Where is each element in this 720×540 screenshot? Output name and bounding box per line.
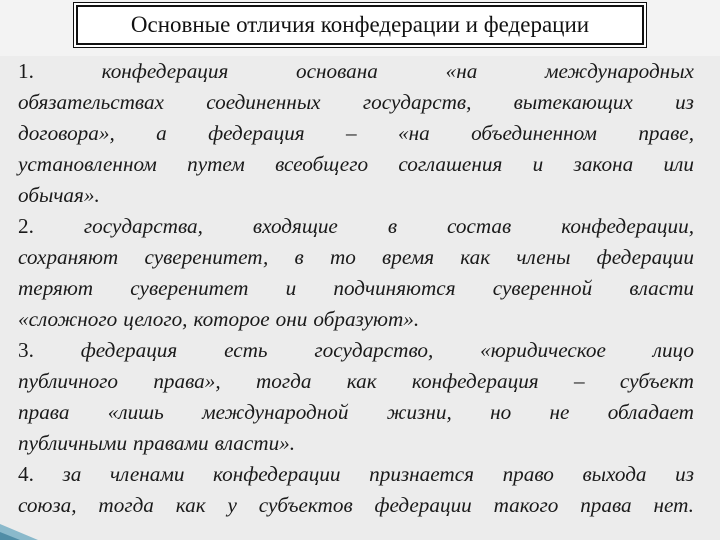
text-word: договора», [18,121,115,145]
text-word: есть [224,338,268,362]
text-line [18,211,694,242]
text-word: 4. [18,462,34,486]
text-word: союза, [18,493,77,517]
text-word: обладает [607,400,694,424]
text-word: из [675,90,694,114]
text-word: которое [193,307,270,331]
text-word: субъектов [258,493,353,517]
text-line [18,273,694,304]
text-word: не [549,400,570,424]
text-word: обычая». [18,183,100,207]
text-word: власти». [214,431,296,455]
text-word: за [62,462,82,486]
text-word: – [346,121,357,145]
text-word: время [382,245,435,269]
text-word: «на [397,121,430,145]
text-line [18,366,694,397]
text-word: «юридическое [480,338,606,362]
text-word: теряют [18,276,94,300]
text-line [18,87,694,118]
text-word: входящие [252,214,338,238]
text-word: целого, [123,307,188,331]
text-word: нет. [653,493,694,517]
text-word: или [663,152,694,176]
text-word: «лишь [107,400,164,424]
text-line [18,335,694,366]
text-word: 3. [18,338,34,362]
text-word: всеобщего [275,152,369,176]
text-word: праве, [638,121,694,145]
text-word: «сложного [18,307,118,331]
slide-title: Основные отличия конфедерации и федерации [130,12,590,37]
text-word: международной [202,400,349,424]
corner-decoration [0,480,150,540]
text-word: государств, [362,90,472,114]
text-word: в [387,214,398,238]
text-word: субъект [619,369,694,393]
text-word: права [580,493,632,517]
text-word: как [175,493,206,517]
text-word: конфедерация [101,59,229,83]
text-line [18,242,694,273]
text-word: путем [187,152,245,176]
text-word: федерации [596,245,694,269]
text-line [18,397,694,428]
text-word: но [490,400,512,424]
text-word: соглашения [398,152,503,176]
text-line [18,118,694,149]
text-word: правами [133,431,209,455]
text-word: тогда [255,369,312,393]
text-word: – [573,369,585,393]
text-word: 2. [18,214,34,238]
text-word: право [502,462,554,486]
text-word: объединенном [471,121,597,145]
text-word: права», [153,369,221,393]
text-word: как [346,369,377,393]
text-word: суверенитет [130,276,249,300]
text-word: и [532,152,544,176]
text-word: основана [296,59,378,83]
text-word: обязательствах [18,90,164,114]
text-word: закона [573,152,634,176]
text-word: состав [447,214,512,238]
text-word: «на [445,59,478,83]
text-word: установленном [18,152,157,176]
text-line [18,428,694,459]
text-word: федерация [208,121,305,145]
text-word: сохраняют [18,245,119,269]
text-line [18,149,694,180]
text-word: лицо [652,338,694,362]
text-word: а [156,121,167,145]
text-word: конфедерация [411,369,539,393]
text-word: государства, [83,214,203,238]
text-word: подчиняются [333,276,456,300]
text-word: публичного [18,369,119,393]
text-word: признается [369,462,474,486]
text-word: жизни, [386,400,452,424]
text-word: государство, [314,338,434,362]
text-word: федерации [374,493,472,517]
text-word: члены [516,245,571,269]
text-word: конфедерации [213,462,341,486]
text-word: международных [545,59,694,83]
text-word: федерация [80,338,178,362]
text-word: соединенных [206,90,321,114]
text-line [18,180,694,211]
body-text [18,56,694,521]
text-word: такого [493,493,559,517]
text-word: и [285,276,297,300]
text-word: у [227,493,237,517]
text-line [18,304,694,335]
text-word: они [275,307,308,331]
text-word: конфедерации, [561,214,694,238]
text-word: выхода [582,462,647,486]
text-word: суверенитет, [144,245,269,269]
text-word: образуют». [313,307,420,331]
text-word: тогда [98,493,154,517]
text-word: 1. [18,59,34,83]
text-word: власти [629,276,694,300]
text-word: вытекающих [513,90,633,114]
text-word: в [294,245,304,269]
text-line [18,56,694,87]
text-word: публичными [18,431,128,455]
text-word: из [675,462,694,486]
text-word: членами [109,462,185,486]
slide-title-box [76,5,644,45]
text-word: суверенной [492,276,593,300]
text-word: права [18,400,70,424]
text-word: то [329,245,356,269]
text-word: как [460,245,491,269]
